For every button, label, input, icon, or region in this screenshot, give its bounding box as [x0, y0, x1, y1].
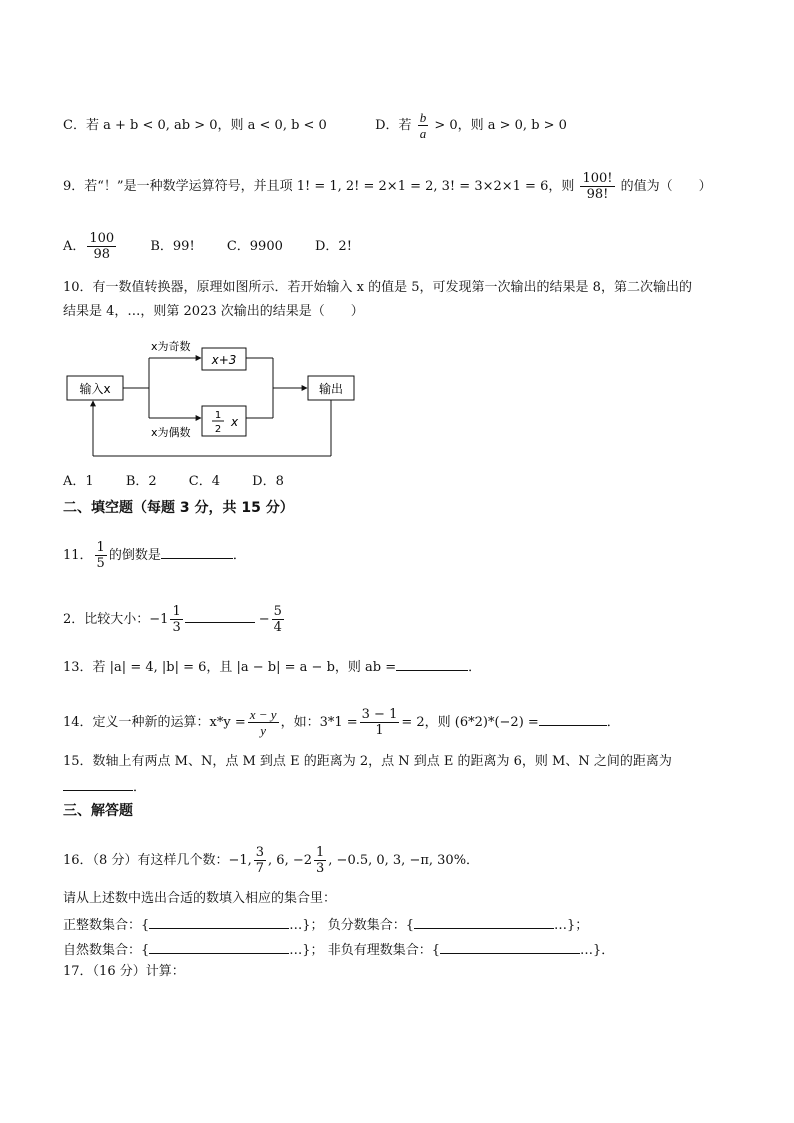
q16-sets-row-2: 自然数集合：{ …}； 非负有理数集合：{ …}． — [63, 939, 614, 960]
q13-answer-blank[interactable] — [396, 656, 468, 671]
q8-option-d: D．若 $\frac{b}{a}$ > 0，则 a > 0, b > 0 — [375, 110, 567, 141]
svg-text:x+3: x+3 — [211, 353, 237, 367]
odd-label: x为奇数 — [151, 340, 191, 353]
q14-answer-blank[interactable] — [539, 711, 607, 726]
input-label: 输入x — [79, 382, 111, 396]
even-label: x为偶数 — [151, 426, 191, 439]
q10-option-d: D．8 — [252, 474, 284, 489]
natural-number-set-blank[interactable] — [149, 939, 289, 954]
q10-option-b: B．2 — [125, 474, 157, 489]
q15-answer-blank[interactable] — [63, 776, 133, 791]
svg-text:1: 1 — [214, 410, 222, 421]
q9-option-a: A． $\frac{100}{98}$ — [63, 231, 115, 262]
svg-text:2: 2 — [214, 424, 222, 435]
question-17: 17．（16 分）计算： — [63, 964, 185, 979]
question-14: 14．定义一种新的运算：x*y = $\frac{x - y}{y}$ ，如：3*1 = $\frac{3 - 1}{1}$ = 2，则 (6*2)*(−2) = ． — [63, 707, 620, 738]
q9-options — [63, 231, 380, 262]
svg-text:x: x — [231, 415, 239, 429]
q12-answer-blank[interactable] — [185, 608, 255, 623]
q8-fraction: $\frac{b}{a}$ — [419, 110, 427, 141]
q8-option-c: C．若 a + b < 0, ab > 0，则 a < 0, b < 0 — [63, 118, 327, 133]
section-3-heading: 三、解答题 — [63, 803, 133, 819]
question-16: 16．（8 分）有这样几个数：−1, $\frac{3}{7}$ , 6, −2 $\frac{1}{3}$ , −0.5, 0, 3, −π, 30%． — [63, 845, 480, 876]
q16-sets-row-1: 正整数集合：{ …}； 负分数集合：{ …}； — [63, 914, 588, 935]
q16-instruction: 请从上述数中选出合适的数填入相应的集合里： — [63, 891, 337, 906]
question-9: 9．若“！”是一种数学运算符号，并且项 1! = 1, 2! = 2×1 = 2, 3! = 3×2×1 = 6，则 $\frac{100!}{98!}$ 的值为（ ） — [63, 171, 712, 202]
q15-line-2: ． — [63, 776, 146, 797]
q9-option-b: B．99! — [150, 239, 195, 254]
question-11: 11． $\frac{1}{5}$ 的倒数是 ． — [63, 540, 246, 571]
q15-line-1: 15．数轴上有两点 M、N，点 M 到点 E 的距离为 2，点 N 到点 E 的距离为 6，则 M、N 之间的距离为 — [63, 754, 672, 769]
q8-options — [63, 110, 567, 141]
q10-option-c: C．4 — [188, 474, 220, 489]
number-converter-diagram — [63, 336, 363, 466]
q10-option-a: A．1 — [63, 474, 94, 489]
q11-answer-blank[interactable] — [161, 544, 233, 559]
q9-option-d: D．2! — [315, 239, 352, 254]
question-12: 2．比较大小：−1 $\frac{1}{3}$ − $\frac{5}{4}$ — [63, 604, 282, 635]
nonnegative-rational-set-blank[interactable] — [440, 939, 580, 954]
section-2-heading: 二、填空题（每题 3 分，共 15 分） — [63, 500, 294, 516]
q9-fraction: $\frac{100!}{98!}$ — [582, 171, 613, 202]
positive-integer-set-blank[interactable] — [149, 914, 289, 929]
negative-fraction-set-blank[interactable] — [414, 914, 554, 929]
q9-option-c: C．9900 — [226, 239, 283, 254]
q10-options — [63, 473, 312, 491]
q10-line-2: 结果是 4，…，则第 2023 次输出的结果是（ ） — [63, 304, 364, 319]
question-13: 13．若 |a| = 4, |b| = 6，且 |a − b| = a − b，则 ab = ． — [63, 656, 481, 677]
output-label: 输出 — [318, 382, 344, 396]
q10-line-1: 10．有一数值转换器，原理如图所示．若开始输入 x 的值是 5，可发现第一次输出的结果是 8，第二次输出的 — [63, 280, 692, 295]
